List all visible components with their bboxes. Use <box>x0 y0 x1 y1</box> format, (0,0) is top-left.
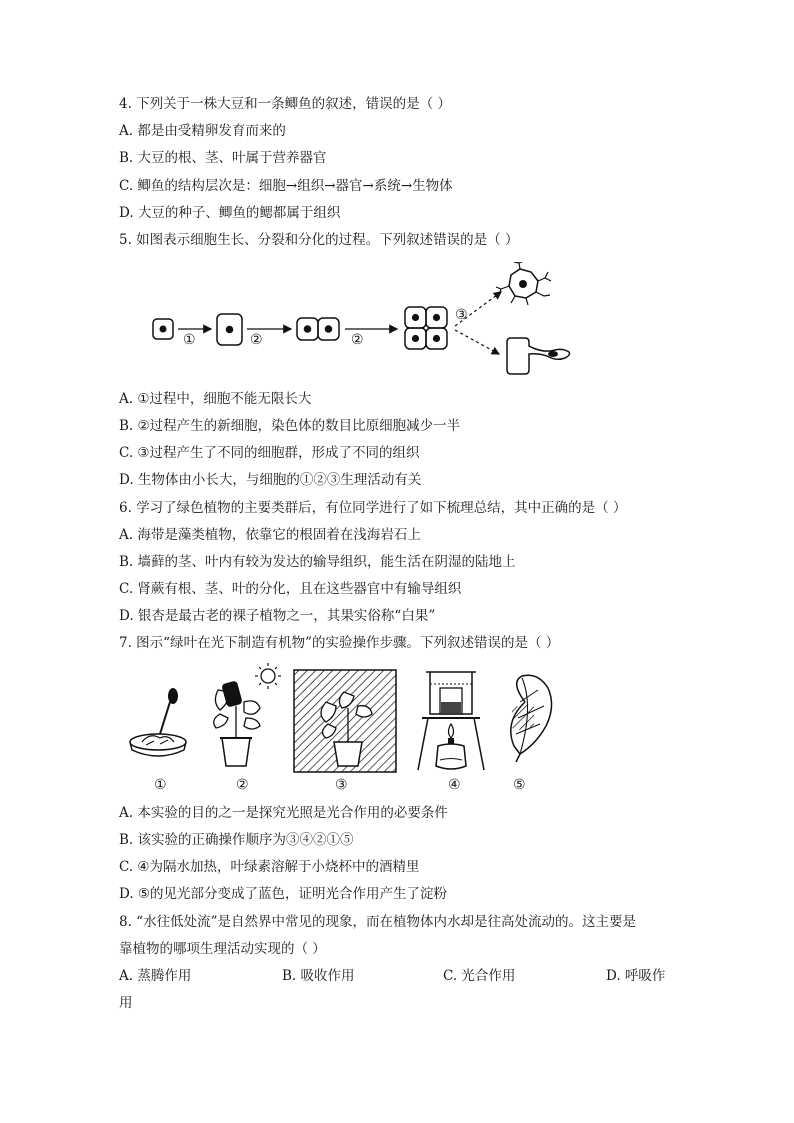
q7-option-c: C. ④为隔水加热，叶绿素溶解于小烧杯中的酒精里 <box>119 859 420 875</box>
q7-option-b: B. 该实验的正确操作顺序为③④②①⑤ <box>119 832 354 848</box>
q7-label-1: ① <box>154 777 167 793</box>
q7-label-3: ③ <box>335 777 348 793</box>
q6-stem: 6. 学习了绿色植物的主要类群后，有位同学进行了如下梳理总结，其中正确的是（ ） <box>119 500 627 516</box>
q4-stem: 4. 下列关于一株大豆和一条鲫鱼的叙述，错误的是（ ） <box>119 96 451 112</box>
q5-label-1: ① <box>183 332 196 348</box>
q8-stem-line1: 8. “水往低处流”是自然界中常见的现象，而在植物体内水却是往高处流动的。这主要是 <box>119 914 636 930</box>
q5-label-3: ③ <box>455 307 468 323</box>
q8-stem-line2: 靠植物的哪项生理活动实现的（ ） <box>119 941 326 957</box>
q6-option-b: B. 墙藓的茎、叶内有较为发达的输导组织，能生活在阴湿的陆地上 <box>119 554 516 570</box>
q4-option-c: C. 鲫鱼的结构层次是：细胞→组织→器官→系统→生物体 <box>119 178 453 194</box>
q7-experiment-figure <box>120 662 565 793</box>
q5-label-2b: ② <box>351 332 364 348</box>
q8-options-row <box>119 967 679 985</box>
q8-option-b: B. 吸收作用 <box>282 968 355 984</box>
q5-stem: 5. 如图表示细胞生长、分裂和分化的过程。下列叙述错误的是（ ） <box>119 232 519 248</box>
q5-option-c: C. ③过程产生了不同的细胞群，形成了不同的组织 <box>119 445 420 461</box>
q8-option-c: C. 光合作用 <box>443 968 516 984</box>
q7-label-5: ⑤ <box>513 777 526 793</box>
q5-cell-figure <box>145 262 585 380</box>
q6-option-a: A. 海带是藻类植物，依靠它的根固着在浅海岩石上 <box>119 527 421 543</box>
q7-stem: 7. 图示“绿叶在光下制造有机物”的实验操作步骤。下列叙述错误的是（ ） <box>119 635 560 651</box>
q8-option-d: D. 呼吸作 <box>606 968 666 984</box>
q7-label-4: ④ <box>448 777 461 793</box>
q5-label-2a: ② <box>250 332 263 348</box>
q4-option-a: A. 都是由受精卵发育而来的 <box>119 123 286 139</box>
q6-option-d: D. 银杏是最古老的裸子植物之一，其果实俗称“白果” <box>119 608 436 624</box>
q5-option-b: B. ②过程产生的新细胞，染色体的数目比原细胞减少一半 <box>119 418 461 434</box>
q5-option-a: A. ①过程中，细胞不能无限长大 <box>119 391 312 407</box>
q6-option-c: C. 肾蕨有根、茎、叶的分化，且在这些器官中有输导组织 <box>119 581 462 597</box>
q4-option-b: B. 大豆的根、茎、叶属于营养器官 <box>119 150 327 166</box>
q7-option-d: D. ⑤的见光部分变成了蓝色，证明光合作用产生了淀粉 <box>119 886 448 902</box>
q7-option-a: A. 本实验的目的之一是探究光照是光合作用的必要条件 <box>119 805 448 821</box>
q8-option-d-wrap: 用 <box>119 995 133 1011</box>
q7-label-2: ② <box>236 777 249 793</box>
q5-option-d: D. 生物体由小长大，与细胞的①②③生理活动有关 <box>119 472 422 488</box>
q4-option-d: D. 大豆的种子、鲫鱼的鳃都属于组织 <box>119 205 341 221</box>
q8-option-a: A. 蒸腾作用 <box>119 968 192 984</box>
